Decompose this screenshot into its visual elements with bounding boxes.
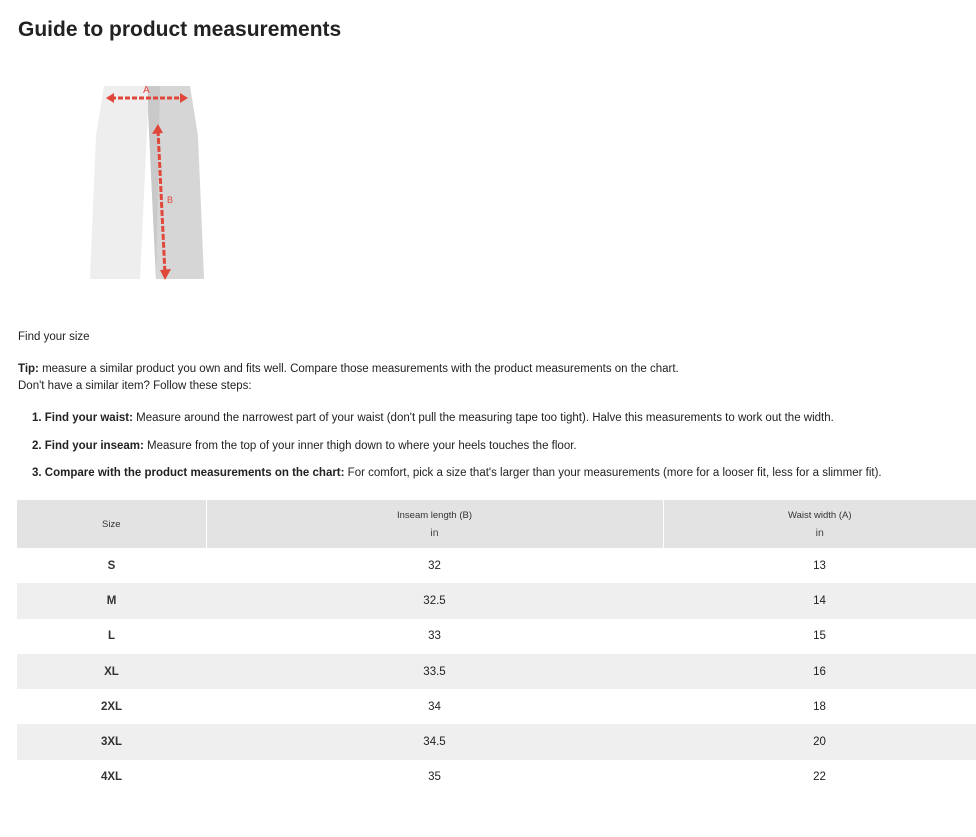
inseam-cell: 34.5: [206, 724, 663, 759]
steps-list: [32, 410, 882, 493]
size-cell: M: [17, 583, 206, 618]
table-row: [17, 654, 976, 689]
header-inseam: [206, 500, 663, 548]
tip-text: measure a similar product you own and fits well. Compare those measurements with the product measurements on the chart.: [38, 363, 679, 375]
step-text: Measure from the top of your inner thigh down to where your heels touches the floor.: [143, 439, 577, 452]
tip-paragraph: [18, 361, 679, 395]
label-b: B: [167, 195, 174, 205]
label-a: A: [143, 85, 150, 96]
size-cell: 3XL: [17, 724, 206, 759]
inseam-cell: 32.5: [206, 583, 663, 618]
inseam-cell: 32: [428, 559, 441, 572]
find-your-size-heading: Find your size: [18, 331, 90, 343]
header-size: [17, 500, 206, 548]
header-waist-label: Waist width (A): [787, 509, 852, 521]
inseam-cell: 35: [428, 771, 441, 784]
table-header-row: [17, 500, 976, 548]
step-title: 3. Compare with the product measurements on the chart:: [32, 467, 345, 479]
table-row: [17, 724, 976, 759]
header-inseam-unit: in: [430, 526, 439, 539]
tip-line2: Don't have a similar item? Follow these steps:: [18, 380, 252, 392]
header-size-label: Size: [102, 518, 121, 530]
waist-cell: 13: [813, 559, 826, 572]
tip-label: Tip:: [18, 363, 39, 375]
table-row: [17, 689, 976, 724]
header-waist: [663, 500, 976, 548]
waist-cell: 15: [813, 630, 826, 643]
table-row: [17, 548, 976, 583]
step-item: [32, 465, 882, 493]
waist-cell: 18: [813, 700, 826, 713]
waist-cell: 20: [663, 724, 976, 759]
pants-measurement-illustration: [86, 76, 210, 286]
header-inseam-label: Inseam length (B): [397, 509, 472, 521]
step-item: [32, 410, 882, 438]
waist-cell: 14: [663, 583, 976, 618]
table-row: [17, 619, 976, 654]
size-cell: XL: [17, 654, 206, 689]
size-cell: 4XL: [100, 771, 123, 784]
table-row: [17, 760, 976, 795]
step-text: For comfort, pick a size that's larger than your measurements (more for a looser fit, less for a slimmer fit).: [344, 467, 882, 479]
waist-cell: 16: [663, 654, 976, 689]
inseam-cell: 34: [428, 700, 441, 713]
step-title: 2. Find your inseam:: [32, 439, 144, 452]
size-cell: L: [107, 630, 116, 643]
header-waist-unit: in: [815, 526, 824, 539]
size-cell: 2XL: [100, 700, 123, 713]
step-item: [32, 438, 882, 466]
page-title: Guide to product measurements: [18, 18, 342, 41]
waist-cell: 22: [813, 771, 826, 784]
size-cell: S: [107, 559, 116, 572]
size-chart-table: [17, 500, 976, 795]
inseam-cell: 33: [428, 630, 441, 643]
step-title: 1. Find your waist:: [32, 412, 133, 424]
pants-left-leg: [90, 86, 154, 279]
step-text: Measure around the narrowest part of your waist (don't pull the measuring tape too tight). Halve this measurements to work out the width.: [132, 412, 834, 424]
table-row: [17, 583, 976, 618]
inseam-cell: 33.5: [206, 654, 663, 689]
